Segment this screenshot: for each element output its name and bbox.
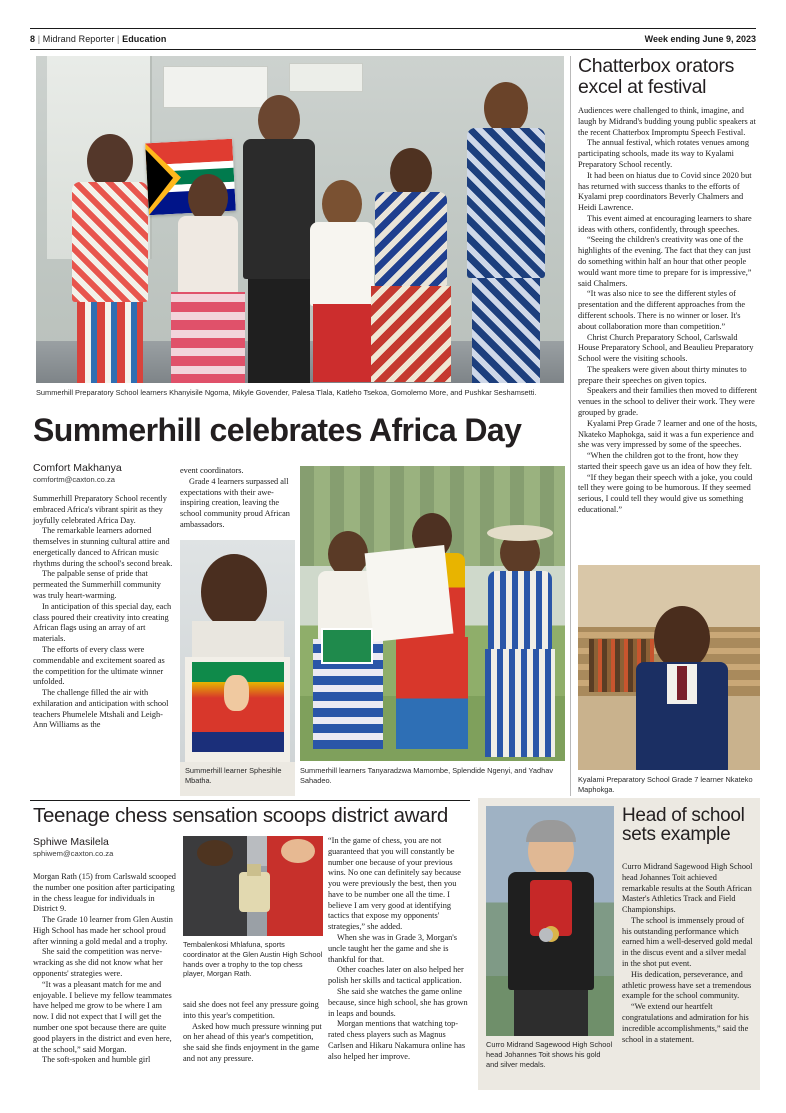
chess-column-1 xyxy=(33,872,178,1066)
chess-headline: Teenage chess sensation scoops district award xyxy=(33,804,448,827)
paragraph: said she does not feel any pressure going into this year's competition. xyxy=(183,1000,319,1020)
head-of-school-photo xyxy=(486,806,614,1036)
paragraph: Christ Church Preparatory School, Carlswald House Preparatory School, and Beaulieu Preparatory School were the visiting schools. xyxy=(578,332,754,364)
paragraph: Asked how much pressure winning put on her ahead of this year's competition, she said she finds enjoyment in the game and not any pressure. xyxy=(183,1021,322,1063)
paragraph: The annual festival, which rotates venues among participating schools, made its way to Kyalami Preparatory School recently. xyxy=(578,138,749,169)
paragraph: The challenge filled the air with exhilaration and anticipation with school teachers Phumelele Mtshali and Leigh-Ann Williams as the xyxy=(33,688,169,730)
paragraph: The palpable sense of pride that permeated the Summerhill community was truly heart-warming. xyxy=(33,569,161,601)
summerhill-learner-photo-caption: Summerhill learner Sphesihle Mbatha. xyxy=(180,762,295,796)
summerhill-learners-outdoor-caption: Summerhill learners Tanyaradzwa Mamombe, Splendide Ngenyi, and Yadhav Sahadeo. xyxy=(300,766,554,785)
masthead-left xyxy=(30,34,167,44)
paragraph: It had been on hiatus due to Covid since 2020 but has returned with success thanks to the efforts of Kyalami prep coordinators Beverly Chalmers and Heidi Lawrence. xyxy=(578,170,752,213)
chess-byline-email: sphiwem@caxton.co.za xyxy=(33,849,114,859)
chess-photo-caption: Tembalenkosi Mhlafuna, sports coordinator at the Glen Austin High School hands over a trophy to the top chess player, Morgan Rath. xyxy=(183,940,323,979)
kyalami-learner-photo xyxy=(578,565,760,770)
paragraph: Morgan Rath (15) from Carlswald scooped the number one position after participating in the chess league for individuals in District 9. xyxy=(33,872,176,914)
paragraph: Kyalami Prep Grade 7 learner and one of the hosts, Nkateko Maphokga, said it was a fun experience and she was very impressed by some of the speeches. xyxy=(578,418,758,450)
head-of-school-headline: Head of school sets example xyxy=(622,805,745,845)
kyalami-learner-subject xyxy=(636,606,727,770)
paragraph: His dedication, perseverance, and athletic prowess have set a tremendous example for the school community. xyxy=(622,969,752,1001)
paragraph: “It was also nice to see the different styles of presentation and the different approaches from the different schools. There is no winner or loser. It's about collaboration more than competition.” xyxy=(578,289,746,331)
chatterbox-headline: Chatterbox orators excel at festival xyxy=(578,55,735,99)
masthead xyxy=(30,28,756,50)
paragraph: The Grade 10 learner from Glen Austin High School has made her school proud after winning a gold medal and a trophy. xyxy=(33,915,173,946)
paragraph: Curro Midrand Sagewood High School head Johannes Toit achieved remarkable results at the South African Master's Athletics Track and Field Championships. xyxy=(622,862,753,915)
paragraph: Audiences were challenged to think, imagine, and laugh by Midrand's budding young public speakers at the recent Chatterbox Impromptu Speech Festival. xyxy=(578,106,756,137)
paragraph: The speakers were given about thirty minutes to prepare their speeches on given topics. xyxy=(578,364,747,385)
paragraph: “In the game of chess, you are not guaranteed that you will constantly be number one because of your previous wins. No one can definitely say because you were previously the best, then you have to be number one all the time. I believe I am very good at identifying tactics that expose my opponents' strategies,” she added. xyxy=(328,836,461,932)
publication-name: Midrand Reporter xyxy=(42,34,115,44)
chatterbox-article xyxy=(578,56,760,516)
summerhill-learner-photo xyxy=(180,540,295,765)
paragraph: “If they began their speech with a joke, you could tell they were going to be humorous. If they seemed serious, I could tell they would give us something educational.” xyxy=(578,472,753,514)
paragraph: She said she watches the game online because, since high school, she has grown in leaps and bounds. xyxy=(328,986,468,1018)
photo-subject-3 xyxy=(163,174,253,383)
paragraph: Other coaches later on also helped her polish her skills and tactical application. xyxy=(328,965,464,986)
kyalami-learner-photo-caption: Kyalami Preparatory School Grade 7 learner Nkateko Maphokga. xyxy=(578,775,753,794)
edition-date: Week ending June 9, 2023 xyxy=(644,34,756,44)
paragraph: “It was a pleasant match for me and enjoyable. I believe my fellow teammates have helped me grow to be where I am now. I did not expect that I will get the number one spot because there are quite good players in the district and even here, at the school,” said Morgan. xyxy=(33,979,172,1054)
paragraph: The efforts of every class were commendable and excitement soared as the competition for the ultimate winner unfolded. xyxy=(33,644,165,687)
africa-day-byline xyxy=(33,462,173,485)
africa-day-column-2 xyxy=(180,466,295,531)
paragraph: event coordinators. xyxy=(180,466,244,475)
paragraph: The remarkable learners adorned themselves in stunning cultural attire and energetically danced to African music rhythms during the school's second break. xyxy=(33,526,173,568)
africa-day-column-1 xyxy=(33,494,175,731)
paragraph: In anticipation of this special day, each class poured their creativity into creating African flags using an array of art materials. xyxy=(33,601,172,644)
paragraph: She said the competition was nerve-wracking as she did not know what her opponents' strategies were. xyxy=(33,947,163,979)
paragraph: “When the children got to the front, how they started their speech gave us an idea of how they felt. xyxy=(578,451,752,471)
africa-day-byline-name: Comfort Makhanya xyxy=(33,462,122,474)
paragraph: Morgan mentions that watching top-rated chess players such as Magnus Carlsen and Hikaru Nakamura online has also helped her improve. xyxy=(328,1019,466,1061)
paragraph: The soft-spoken and humble girl xyxy=(42,1055,151,1065)
chess-article-rule xyxy=(30,800,470,801)
paragraph: This event aimed at encouraging learners to share ideas with others, confidently, through speeches. xyxy=(578,213,752,234)
africa-day-group-photo xyxy=(36,56,564,383)
chatterbox-body xyxy=(578,106,760,516)
paragraph: “Seeing the children's creativity was one of the highlights of the evening. The fact that they can just do something within half an hour that other people would want more time to prepare for is impressive,” said Chalmers. xyxy=(578,235,752,288)
head-of-school-body xyxy=(622,862,754,1045)
chess-column-3 xyxy=(328,836,470,1062)
page-number: 8 xyxy=(30,34,36,44)
africa-day-headline: Summerhill celebrates Africa Day xyxy=(33,412,522,448)
masthead-separator-2: | xyxy=(117,34,120,44)
chess-byline xyxy=(33,836,178,859)
chess-trophy-photo xyxy=(183,836,323,936)
photo-subject-6 xyxy=(458,82,553,383)
head-of-school-photo-caption: Curro Midrand Sagewood High School head Johannes Toit shows his gold and silver medals. xyxy=(486,1040,613,1069)
africa-day-byline-email: comfortm@caxton.co.za xyxy=(33,475,115,485)
summerhill-learners-outdoor-photo xyxy=(300,466,565,761)
outdoor-subject-3 xyxy=(480,525,560,761)
paragraph: When she was in Grade 3, Morgan's uncle taught her the game and she is thankful for that. xyxy=(328,933,458,964)
paragraph: Grade 4 learners surpassed all expectations with their awe-inspiring creation, leaving the school community proud African ambassadors. xyxy=(180,476,290,529)
column-divider-right xyxy=(570,56,571,796)
paragraph: Speakers and their families then moved to different venues in the school to deliver their work. They were grouped by grade. xyxy=(578,386,758,417)
head-of-school-subject xyxy=(506,824,596,1036)
photo-subject-5 xyxy=(363,148,458,383)
africa-day-top-photo-caption: Summerhill Preparatory School learners Khanyisile Ngoma, Mikyle Govender, Palesa Tlala, Katleho Tsekoa, Gomolemo More, and Pushkar Seshamsetti. xyxy=(36,388,537,397)
masthead-separator-1: | xyxy=(37,34,41,44)
chess-column-2 xyxy=(183,1000,323,1065)
paragraph: Summerhill Preparatory School recently embraced Africa's vibrant spirit as they joyfully celebrated Africa Day. xyxy=(33,494,167,525)
paragraph: “We extend our heartfelt congratulations and admiration for his incredible accomplishments,” said the school in a statement. xyxy=(622,1002,749,1044)
paragraph: The school is immensely proud of his outstanding performance which earned him a well-deserved gold medal in the discus event and a silver medal in the shot put event. xyxy=(622,915,753,969)
chess-byline-name: Sphiwe Masilela xyxy=(33,836,109,848)
section-name: Education xyxy=(122,34,167,44)
